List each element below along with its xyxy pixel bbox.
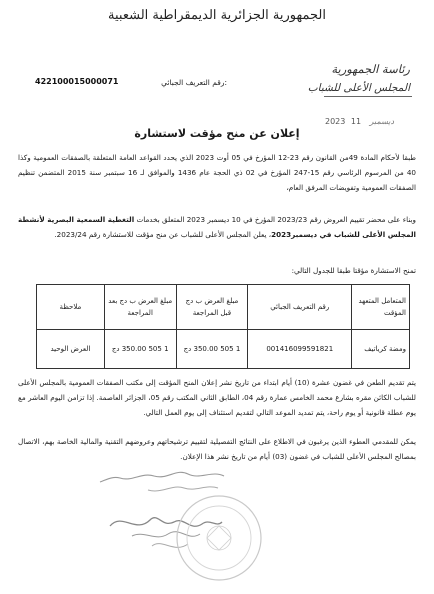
header-operator: المتعامل المتعهد المؤقت [352,285,410,330]
date-year: 2023 [325,117,346,126]
service-name: التغطية السمعية البصرية لأنشطة المجلس الأعلى للشباب في ديسمبر2023 [18,215,416,239]
date-month-handwritten: ديسمبر [369,117,395,126]
document-date [325,117,394,126]
table-header-row [37,285,410,330]
cell-amount-after: 1 505 350.00 دج [104,330,176,369]
council-underline [324,96,412,97]
presidency-heading: رئاسة الجمهورية [331,62,410,76]
cell-note: العرض الوحيد [37,330,105,369]
announcement-title: إعلان عن منح مؤقت لاستشارة [134,127,300,140]
tax-id-label: رقم التعريف الجبائي: [161,78,227,87]
table-intro: تمنح الاستشارة مؤقتا طبقا للجدول التالي: [291,266,416,275]
evaluation-text-c: ، يعلن المجلس الأعلى للشباب عن منح مؤقت للاستشارة رقم 2023/24. [54,230,272,239]
date-day: 11 [350,117,362,126]
cell-amount-before: 1 505 350.00 دج [176,330,248,369]
cell-tax-id [248,330,352,369]
council-heading: المجلس الأعلى للشباب [307,82,410,94]
header-amount-after: مبلغ العرض ب دج بعد المراجعة [104,285,176,330]
cell-tax-id-value: 001416099591821 [266,345,334,353]
award-table [36,284,410,369]
republic-heading: الجمهورية الجزائرية الديمقراطية الشعبية [108,8,326,23]
legal-basis-paragraph: طبقا لأحكام المادة 49من القانون رقم 23-12 المؤرخ في 05 أوت 2023 الذي يحدد القواعد العامة المتعلقة بالصفقات العمومية وكذا 40 من المرسوم الرئاسي رقم 15-247 المؤرخ في 02 ذي الحجة عام 1436 والموافق لـ 16 سبتمبر سنة 2015 المتضمن تنظيم الصفقات العمومية وتفويضات المرفق العام، [18,153,416,192]
evaluation-paragraph [18,212,416,242]
results-access-paragraph: يمكن للمقدمي العطوء الذين يرغبون في الاطلاع على النتائج التفصيلية لتقييم ترشيحاتهم وعروضهم التقنية والمالية الخاصة بهم، الاتصال بمصالح المجلس الأعلى للشباب في غضون (03) أيام من تاريخ نشر هذا الإعلان. [18,437,416,461]
cell-operator: ومضة كرياتيف [352,330,410,369]
appeal-paragraph: يتم تقديم الطعن في غضون عشرة (10) أيام ابتداء من تاريخ نشر إعلان المنح المؤقت إلى مكتب الصفقات العمومية بالمجلس الأعلى للشباب الكائن مقره بشارع محمد الخامس عمارة رقم 04، الطابق الثاني المكتب رقم 05، الجزائر العاصمة. إذا تزامن اليوم العاشر مع يوم عطلة قانونية أو يوم راحة، يتم تمديد الموعد التالي لتقديم استئناف إلى يوم العمل التالي. [18,378,416,417]
official-stamp [165,492,273,584]
evaluation-text-a: وبناء على محضر تقييم العروض رقم 2023/23 المؤرخ في 10 ديسمبر 2023 المتعلق بخدمات [134,215,416,224]
table-row [37,330,410,369]
header-amount-before: مبلغ العرض ب دج قبل المراجعة [176,285,248,330]
header-tax-id: رقم التعريف الجبائي [248,285,352,330]
tax-id-value: 422100015000071 [35,77,119,86]
header-note: ملاحظة [37,285,105,330]
